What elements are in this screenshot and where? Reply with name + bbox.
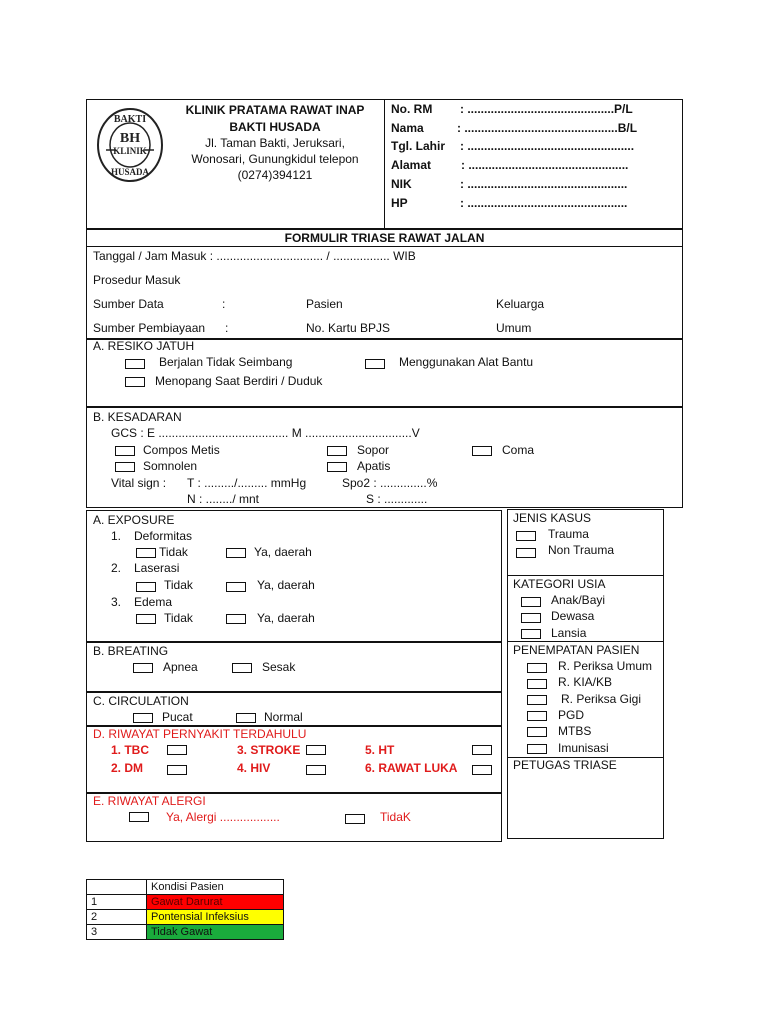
checkbox-coma[interactable]: [472, 446, 492, 456]
edema-num: 3.: [111, 595, 122, 609]
label-alergi-tidak: TidaK: [380, 810, 411, 824]
checkbox-sopor[interactable]: [327, 446, 347, 456]
label-alat-bantu: Menggunakan Alat Bantu: [399, 355, 534, 369]
exposure-heading: A. EXPOSURE: [93, 513, 175, 527]
checkbox-hiv[interactable]: [306, 765, 326, 775]
checkbox-non-trauma[interactable]: [516, 548, 536, 558]
checkbox-ht[interactable]: [472, 745, 492, 755]
label-periksa-umum: R. Periksa Umum: [558, 659, 653, 673]
checkbox-alergi-tidak[interactable]: [345, 814, 365, 824]
checkbox-mtbs[interactable]: [527, 727, 547, 737]
checkbox-rawat-luka[interactable]: [472, 765, 492, 775]
vital-sign-t[interactable]: T : ........./......... mmHg: [187, 476, 307, 490]
clinic-name-1: KLINIK PRATAMA RAWAT INAP: [185, 103, 365, 117]
deformitas-label: Deformitas: [134, 529, 193, 543]
right-panel-box: [507, 509, 664, 839]
logo-mid-text: KLINIK: [113, 146, 147, 156]
tanggal-jam-masuk[interactable]: Tanggal / Jam Masuk : ................................ / ................. WIB: [93, 249, 416, 263]
field-value-nik[interactable]: : ................................................: [460, 177, 628, 191]
laserasi-num: 2.: [111, 561, 122, 575]
checkbox-compos-metis[interactable]: [115, 446, 135, 456]
checkbox-dewasa[interactable]: [521, 613, 541, 623]
label-non-trauma: Non Trauma: [548, 543, 615, 557]
sumber-data-label: Sumber Data: [93, 297, 164, 311]
right-divider-2: [507, 641, 664, 642]
checkbox-menopang[interactable]: [125, 377, 145, 387]
label-menopang: Menopang Saat Berdiri / Duduk: [155, 374, 323, 388]
label-compos-metis: Compos Metis: [143, 443, 220, 457]
form-title: FORMULIR TRIASE RAWAT JALAN: [284, 231, 485, 245]
edema-ya-label: Ya, daerah: [257, 611, 315, 625]
checkbox-lansia[interactable]: [521, 629, 541, 639]
checkbox-pgd[interactable]: [527, 711, 547, 721]
checkbox-periksa-umum[interactable]: [527, 663, 547, 673]
label-sesak: Sesak: [262, 660, 296, 674]
riwayat-dm: 2. DM: [111, 761, 144, 775]
sumber-biaya-colon: :: [225, 321, 229, 335]
riwayat-stroke: 3. STROKE: [237, 743, 301, 757]
clinic-name-2: BAKTI HUSADA: [229, 120, 321, 134]
checkbox-apnea[interactable]: [133, 663, 153, 673]
label-normal: Normal: [264, 710, 303, 724]
circulation-heading: C. CIRCULATION: [93, 694, 189, 708]
label-sopor: Sopor: [357, 443, 390, 457]
prosedur-masuk: Prosedur Masuk: [93, 273, 181, 287]
checkbox-stroke[interactable]: [306, 745, 326, 755]
sumber-biaya-label: Sumber Pembiayaan: [93, 321, 206, 335]
legend-num-2: 2: [87, 910, 147, 925]
legend-num-3: 3: [87, 925, 147, 940]
label-anak: Anak/Bayi: [551, 593, 606, 607]
edema-label: Edema: [134, 595, 173, 609]
penempatan-heading: PENEMPATAN PASIEN: [513, 643, 640, 657]
vital-sign-spo2[interactable]: Spo2 : ..............%: [342, 476, 438, 490]
legend-label-2: Pontensial Infeksius: [147, 910, 284, 925]
label-pucat: Pucat: [162, 710, 193, 724]
deformitas-ya-label: Ya, daerah: [254, 545, 312, 559]
riwayat-hiv: 4. HIV: [237, 761, 271, 775]
legend-row: [87, 910, 284, 925]
riwayat-rawat-luka: 6. RAWAT LUKA: [365, 761, 458, 775]
field-value-alamat[interactable]: : ................................................: [461, 158, 629, 172]
label-apnea: Apnea: [163, 660, 198, 674]
jenis-kasus-heading: JENIS KASUS: [513, 511, 592, 525]
label-alergi-ya: Ya, Alergi ..................: [166, 810, 280, 824]
checkbox-alergi-ya[interactable]: [129, 812, 149, 822]
checkbox-alat-bantu[interactable]: [365, 359, 385, 369]
checkbox-pucat[interactable]: [133, 713, 153, 723]
sumber-data-keluarga[interactable]: Keluarga: [496, 297, 545, 311]
field-label-rm: No. RM: [391, 102, 433, 116]
laserasi-tidak-label: Tidak: [164, 578, 193, 592]
field-label-alamat: Alamat: [391, 158, 432, 172]
vital-sign-s[interactable]: S : .............: [366, 492, 428, 506]
sumber-biaya-umum[interactable]: Umum: [496, 321, 532, 335]
checkbox-laserasi-ya[interactable]: [226, 582, 246, 592]
clinic-logo: [96, 107, 164, 183]
clinic-address-1: Jl. Taman Bakti, Jeruksari,: [205, 136, 345, 150]
logo-top-text: BAKTI: [113, 114, 147, 125]
kategori-usia-heading: KATEGORI USIA: [513, 577, 606, 591]
legend-header: Kondisi Pasien: [147, 880, 284, 895]
label-trauma: Trauma: [548, 527, 589, 541]
field-value-nama[interactable]: : ..............................................B/L: [457, 121, 638, 135]
clinic-phone: (0274)394121: [237, 168, 313, 182]
field-label-hp: HP: [391, 196, 408, 210]
header-divider: [384, 99, 385, 229]
field-value-tgl-lahir[interactable]: : ..................................................: [460, 139, 635, 153]
label-imunisasi: Imunisasi: [558, 741, 609, 755]
checkbox-periksa-gigi[interactable]: [527, 695, 547, 705]
breating-heading: B. BREATING: [93, 644, 169, 658]
vital-sign-n[interactable]: N : ......../ mnt: [187, 492, 260, 506]
checkbox-edema-ya[interactable]: [226, 614, 246, 624]
legend-row: [87, 925, 284, 940]
riwayat-tbc: 1. TBC: [111, 743, 150, 757]
checkbox-deformitas-ya[interactable]: [226, 548, 246, 558]
checkbox-imunisasi[interactable]: [527, 744, 547, 754]
label-periksa-gigi: R. Periksa Gigi: [561, 692, 642, 706]
label-mtbs: MTBS: [558, 724, 592, 738]
alergi-heading: E. RIWAYAT ALERGI: [93, 794, 206, 808]
field-value-rm[interactable]: : ............................................P/L: [460, 102, 633, 116]
laserasi-label: Laserasi: [134, 561, 180, 575]
checkbox-somnolen[interactable]: [115, 462, 135, 472]
checkbox-tbc[interactable]: [167, 745, 187, 755]
sumber-data-pasien[interactable]: Pasien: [306, 297, 343, 311]
label-coma: Coma: [502, 443, 535, 457]
sumber-biaya-bpjs[interactable]: No. Kartu BPJS: [306, 321, 391, 335]
legend-label-3: Tidak Gawat: [147, 925, 284, 940]
logo-bottom-text: HUSADA: [110, 167, 150, 177]
checkbox-berjalan[interactable]: [125, 359, 145, 369]
riwayat-ht: 5. HT: [365, 743, 395, 757]
checkbox-apatis[interactable]: [327, 462, 347, 472]
label-pgd: PGD: [558, 708, 585, 722]
deformitas-tidak-label: Tidak: [159, 545, 188, 559]
logo-mono-text: BH: [119, 131, 141, 146]
edema-tidak-label: Tidak: [164, 611, 193, 625]
label-dewasa: Dewasa: [551, 609, 595, 623]
field-value-hp[interactable]: : ................................................: [460, 196, 628, 210]
field-label-nama: Nama: [391, 121, 424, 135]
label-berjalan: Berjalan Tidak Seimbang: [159, 355, 293, 369]
checkbox-deformitas-tidak[interactable]: [136, 548, 156, 558]
laserasi-ya-label: Ya, daerah: [257, 578, 315, 592]
resiko-jatuh-heading: A. RESIKO JATUH: [93, 339, 195, 353]
legend-row: [87, 895, 284, 910]
checkbox-kia-kb[interactable]: [527, 679, 547, 689]
sumber-data-colon: :: [222, 297, 226, 311]
kondisi-pasien-legend: [86, 879, 284, 940]
legend-header-num: [87, 880, 147, 895]
checkbox-dm[interactable]: [167, 765, 187, 775]
petugas-triase-heading: PETUGAS TRIASE: [513, 758, 617, 772]
clinic-address-2: Wonosari, Gunungkidul telepon: [191, 152, 359, 166]
legend-header-row: [87, 880, 284, 895]
kesadaran-heading: B. KESADARAN: [93, 410, 182, 424]
legend-label-1: Gawat Darurat: [147, 895, 284, 910]
legend-num-1: 1: [87, 895, 147, 910]
checkbox-edema-tidak[interactable]: [136, 614, 156, 624]
checkbox-trauma[interactable]: [516, 531, 536, 541]
label-somnolen: Somnolen: [143, 459, 198, 473]
gcs-field[interactable]: GCS : E ....................................... M ................................V: [111, 426, 420, 440]
label-lansia: Lansia: [551, 626, 587, 640]
field-label-nik: NIK: [391, 177, 412, 191]
title-underline: [86, 246, 683, 247]
label-kia-kb: R. KIA/KB: [558, 675, 613, 689]
vital-sign-label: Vital sign :: [111, 476, 167, 490]
checkbox-sesak[interactable]: [232, 663, 252, 673]
checkbox-normal[interactable]: [236, 713, 256, 723]
riwayat-heading: D. RIWAYAT PERNYAKIT TERDAHULU: [93, 727, 307, 741]
checkbox-laserasi-tidak[interactable]: [136, 582, 156, 592]
field-label-tgl-lahir: Tgl. Lahir: [391, 139, 445, 153]
label-apatis: Apatis: [357, 459, 391, 473]
right-divider-1: [507, 575, 664, 576]
checkbox-anak[interactable]: [521, 597, 541, 607]
deformitas-num: 1.: [111, 529, 122, 543]
